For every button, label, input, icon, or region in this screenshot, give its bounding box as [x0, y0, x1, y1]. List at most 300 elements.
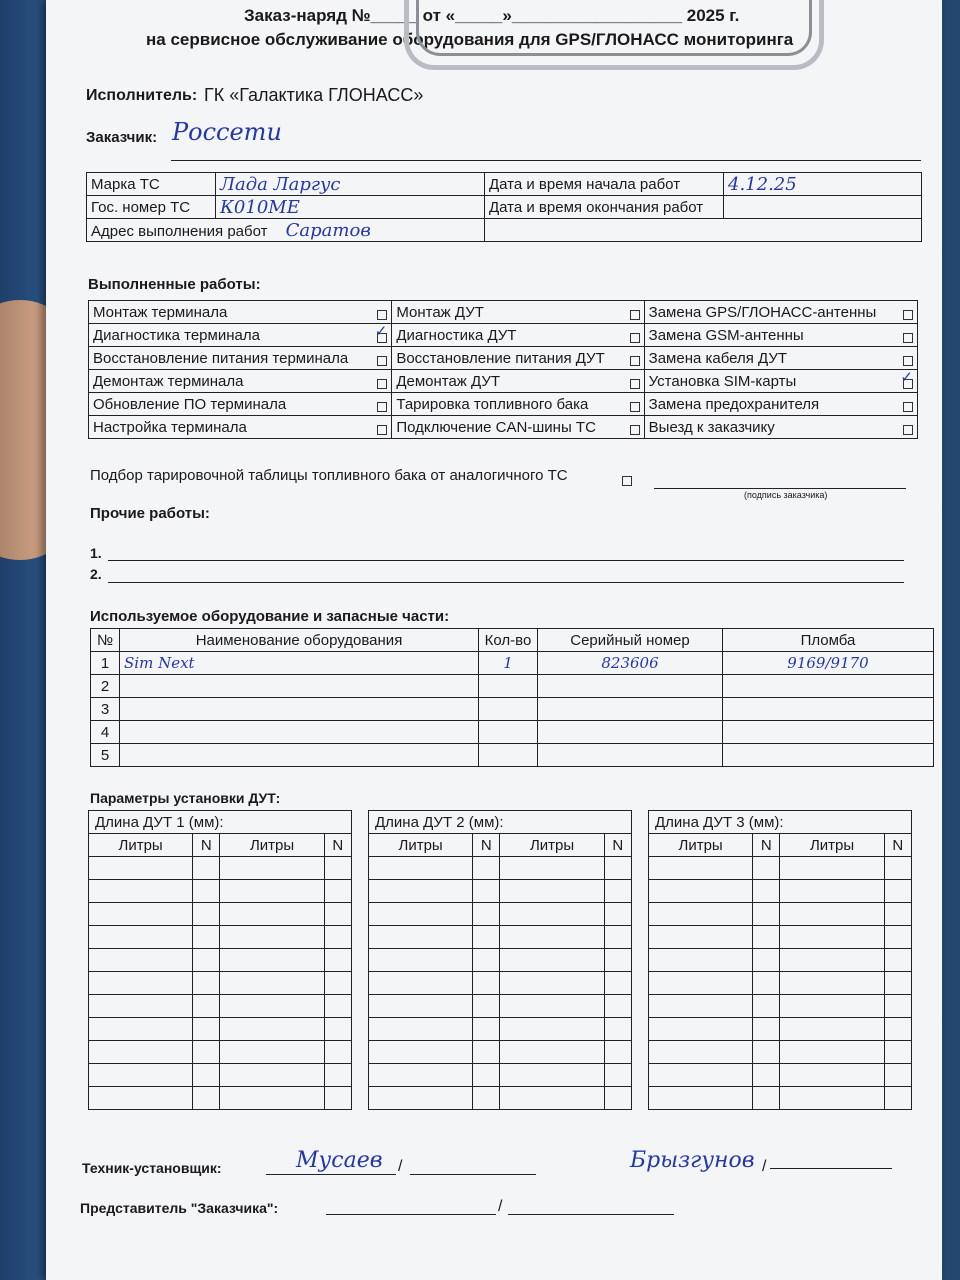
dut-cell	[369, 857, 473, 880]
equipment-cell-serial	[538, 744, 723, 767]
work-item	[392, 416, 644, 439]
start-value: 4.12.25	[724, 173, 922, 196]
dut-cell	[753, 949, 780, 972]
work-item	[644, 416, 917, 439]
dut-cell	[473, 1064, 500, 1087]
checkbox[interactable]	[377, 310, 387, 320]
representative-line-1	[326, 1214, 496, 1215]
dut-row	[89, 949, 352, 972]
dut-cell	[324, 972, 351, 995]
dut-cell	[753, 1064, 780, 1087]
dut-cell	[89, 1087, 193, 1110]
form-title-line2: на сервисное обслуживание оборудования для GPS/ГЛОНАСС мониторинга	[146, 30, 794, 49]
dut-cell	[500, 1041, 604, 1064]
dut-cell	[193, 1087, 220, 1110]
dut-col-header: N	[753, 834, 780, 857]
dut-cell	[369, 880, 473, 903]
dut-cell	[473, 926, 500, 949]
dut-cell	[369, 1087, 473, 1110]
executor-value: ГК «Галактика ГЛОНАСС»	[204, 85, 424, 105]
dut-col-header: N	[324, 834, 351, 857]
dut-cell	[884, 1087, 911, 1110]
dut-cell	[473, 1018, 500, 1041]
dut-cell	[649, 995, 753, 1018]
dut-cell	[193, 972, 220, 995]
form-sheet	[46, 0, 942, 1280]
dut-cell	[649, 972, 753, 995]
work-item-label: Замена GSM-антенны	[648, 326, 804, 344]
dut-cell	[369, 926, 473, 949]
dut-cell	[649, 903, 753, 926]
dut-cell	[500, 857, 604, 880]
technician-sig-line-3	[770, 1168, 892, 1169]
dut-cell	[220, 903, 324, 926]
dut-table-title: Длина ДУТ 2 (мм):	[369, 811, 632, 834]
dut-row	[89, 1018, 352, 1041]
work-item-label: Диагностика терминала	[93, 326, 260, 344]
dut-cell	[753, 1041, 780, 1064]
dut-cell	[500, 972, 604, 995]
equipment-cell-serial	[538, 698, 723, 721]
brand-value: Лада Ларгус	[216, 173, 485, 196]
address-value: Саратов	[285, 219, 371, 241]
dut-row	[89, 857, 352, 880]
dut-cell	[780, 1041, 884, 1064]
checkbox[interactable]	[377, 402, 387, 412]
work-item	[644, 301, 917, 324]
checkbox[interactable]	[903, 333, 913, 343]
work-item-label: Замена GPS/ГЛОНАСС-антенны	[648, 303, 877, 321]
dut-row	[649, 857, 912, 880]
work-item-label: Диагностика ДУТ	[396, 326, 517, 344]
dut-row	[369, 857, 632, 880]
dut-cell	[193, 1041, 220, 1064]
customer-signature-line	[654, 488, 906, 489]
equipment-cell-qty	[479, 698, 538, 721]
dut-cell	[780, 1064, 884, 1087]
dut-cell	[89, 1064, 193, 1087]
checkbox[interactable]	[377, 356, 387, 366]
dut-row	[649, 926, 912, 949]
other-works-title: Прочие работы:	[90, 505, 210, 522]
equipment-cell-seal	[723, 675, 934, 698]
equipment-cell-n: 1	[91, 652, 120, 675]
dut-cell	[473, 972, 500, 995]
dut-col-header: N	[884, 834, 911, 857]
dut-cell	[604, 949, 631, 972]
work-item-label: Монтаж ДУТ	[396, 303, 484, 321]
dut-cell	[220, 1087, 324, 1110]
dut-cell	[753, 972, 780, 995]
dut-cell	[884, 903, 911, 926]
dut-cell	[500, 949, 604, 972]
dut-cell	[193, 1018, 220, 1041]
equipment-cell-n: 4	[91, 721, 120, 744]
dut-title: Параметры установки ДУТ:	[90, 790, 281, 806]
dut-cell	[369, 903, 473, 926]
dut-cell	[369, 972, 473, 995]
dut-table-title: Длина ДУТ 3 (мм):	[649, 811, 912, 834]
dut-col-header: N	[193, 834, 220, 857]
dut-cell	[500, 926, 604, 949]
dut-cell	[193, 857, 220, 880]
work-item	[644, 347, 917, 370]
dut-cell	[884, 880, 911, 903]
dut-row	[369, 1064, 632, 1087]
equipment-cell-name	[120, 744, 479, 767]
dut-cell	[324, 1041, 351, 1064]
dut-row	[369, 880, 632, 903]
dut-cell	[604, 926, 631, 949]
equipment-cell-name: Sim Next	[120, 652, 479, 675]
work-item-label: Тарировка топливного бака	[396, 395, 589, 413]
dut-row	[649, 903, 912, 926]
dut-table	[648, 810, 912, 1110]
dut-cell	[604, 995, 631, 1018]
equipment-header: Серийный номер	[538, 629, 723, 652]
dut-cell	[324, 903, 351, 926]
executor-label: Исполнитель:	[86, 87, 198, 104]
dut-cell	[780, 1087, 884, 1110]
work-item-label: Установка SIM-карты	[648, 372, 797, 390]
dut-cell	[649, 1041, 753, 1064]
equipment-cell-qty: 1	[479, 652, 538, 675]
dut-cell	[324, 1087, 351, 1110]
dut-cell	[884, 972, 911, 995]
work-item	[644, 370, 917, 393]
dut-cell	[604, 880, 631, 903]
dut-cell	[473, 857, 500, 880]
dut-row	[649, 949, 912, 972]
other-line-2	[108, 582, 904, 583]
equipment-cell-name	[120, 675, 479, 698]
dut-row	[649, 995, 912, 1018]
dut-row	[89, 1041, 352, 1064]
equipment-cell-serial: 823606	[538, 652, 723, 675]
dut-row	[89, 1064, 352, 1087]
checkbox[interactable]	[630, 310, 640, 320]
dut-cell	[473, 1041, 500, 1064]
dut-cell	[369, 1018, 473, 1041]
dut-cell	[780, 972, 884, 995]
dut-cell	[89, 880, 193, 903]
dut-row	[649, 1087, 912, 1110]
customer-line	[171, 160, 921, 161]
dut-row	[649, 880, 912, 903]
start-label: Дата и время начала работ	[485, 173, 724, 196]
work-item-label: Монтаж терминала	[93, 303, 228, 321]
dut-cell	[473, 880, 500, 903]
vehicle-table	[86, 172, 922, 242]
dut-cell	[604, 1087, 631, 1110]
table-row	[91, 652, 934, 675]
dut-cell	[604, 857, 631, 880]
dut-col-header: Литры	[220, 834, 324, 857]
work-item	[392, 301, 644, 324]
dut-cell	[89, 972, 193, 995]
dut-row	[369, 1087, 632, 1110]
checkbox[interactable]	[630, 402, 640, 412]
equipment-cell-n: 3	[91, 698, 120, 721]
dut-cell	[649, 1018, 753, 1041]
work-item	[644, 324, 917, 347]
dut-col-header: Литры	[89, 834, 193, 857]
brand-label: Марка ТС	[87, 173, 216, 196]
dut-cell	[220, 995, 324, 1018]
checkbox[interactable]	[903, 402, 913, 412]
dut-row	[369, 1018, 632, 1041]
dut-row	[89, 972, 352, 995]
checkbox[interactable]	[630, 356, 640, 366]
checkbox[interactable]	[903, 425, 913, 435]
customer-label: Заказчик:	[86, 129, 158, 146]
dut-cell	[500, 995, 604, 1018]
dut-cell	[884, 995, 911, 1018]
dut-cell	[193, 1064, 220, 1087]
dut-cell	[193, 903, 220, 926]
plate-value: К010МЕ	[216, 196, 485, 219]
dut-cell	[604, 1064, 631, 1087]
equipment-header: Наименование оборудования	[120, 629, 479, 652]
equipment-title: Используемое оборудование и запасные части:	[90, 608, 450, 625]
representative-label: Представитель "Заказчика":	[80, 1200, 279, 1216]
other-item-1: 1.	[90, 545, 102, 561]
equipment-cell-qty	[479, 744, 538, 767]
dut-cell	[89, 1041, 193, 1064]
dut-cell	[324, 880, 351, 903]
equipment-cell-qty	[479, 721, 538, 744]
other-line-1	[108, 560, 904, 561]
dut-row	[369, 926, 632, 949]
work-item	[89, 347, 392, 370]
equipment-cell-seal	[723, 744, 934, 767]
dut-cell	[369, 949, 473, 972]
customer-value: Россети	[172, 118, 282, 146]
dut-cell	[500, 880, 604, 903]
checkbox[interactable]	[630, 425, 640, 435]
equipment-header: Кол-во	[479, 629, 538, 652]
dut-cell	[324, 995, 351, 1018]
equipment-cell-n: 2	[91, 675, 120, 698]
dut-cell	[780, 857, 884, 880]
check-mark-icon: ✓	[900, 369, 913, 386]
equipment-header: Пломба	[723, 629, 934, 652]
checkbox[interactable]	[630, 379, 640, 389]
dut-cell	[884, 926, 911, 949]
dut-row	[649, 1041, 912, 1064]
dut-cell	[780, 880, 884, 903]
dut-cell	[89, 995, 193, 1018]
representative-line-2	[508, 1214, 674, 1215]
works-title: Выполненные работы:	[88, 276, 261, 293]
slash-2: /	[762, 1158, 767, 1175]
technician-signature-2: Брызгунов	[630, 1148, 755, 1173]
equipment-cell-seal	[723, 698, 934, 721]
equipment-cell-qty	[479, 675, 538, 698]
dut-cell	[649, 949, 753, 972]
dut-row	[369, 972, 632, 995]
dut-cell	[324, 1018, 351, 1041]
equipment-cell-name	[120, 698, 479, 721]
dut-cell	[220, 1041, 324, 1064]
dut-row	[369, 949, 632, 972]
dut-table	[368, 810, 632, 1110]
checkbox[interactable]	[903, 356, 913, 366]
dut-cell	[89, 926, 193, 949]
work-item	[644, 393, 917, 416]
works-table	[88, 300, 918, 439]
dut-cell	[884, 949, 911, 972]
dut-cell	[753, 903, 780, 926]
calibration-text: Подбор тарировочной таблицы топливного бака от аналогичного ТС	[90, 467, 568, 484]
work-item-label: Выезд к заказчику	[648, 418, 775, 436]
equipment-cell-seal: 9169/9170	[723, 652, 934, 675]
dut-cell	[500, 1087, 604, 1110]
dut-col-header: N	[473, 834, 500, 857]
address-cell	[87, 219, 485, 242]
equipment-cell-seal	[723, 721, 934, 744]
dut-row	[89, 1087, 352, 1110]
dut-col-header: Литры	[369, 834, 473, 857]
dut-cell	[220, 972, 324, 995]
work-item	[89, 301, 392, 324]
work-item-label: Настройка терминала	[93, 418, 247, 436]
dut-cell	[884, 1064, 911, 1087]
dut-cell	[753, 1018, 780, 1041]
dut-cell	[324, 1064, 351, 1087]
dut-cell	[780, 949, 884, 972]
work-item-label: Замена кабеля ДУТ	[648, 349, 788, 367]
dut-cell	[193, 949, 220, 972]
work-item-label: Подключение CAN-шины ТС	[396, 418, 596, 436]
table-row	[91, 721, 934, 744]
work-item-label: Восстановление питания терминала	[93, 349, 349, 367]
dut-cell	[753, 880, 780, 903]
dut-cell	[89, 857, 193, 880]
clipboard-clip-inner	[416, 0, 812, 56]
dut-cell	[369, 1064, 473, 1087]
dut-col-header: Литры	[780, 834, 884, 857]
dut-col-header: Литры	[500, 834, 604, 857]
work-item-label: Обновление ПО терминала	[93, 395, 287, 413]
dut-row	[89, 926, 352, 949]
dut-table	[88, 810, 352, 1110]
end-label: Дата и время окончания работ	[485, 196, 724, 219]
work-item	[89, 370, 392, 393]
table-row	[91, 675, 934, 698]
work-item	[89, 324, 392, 347]
dut-cell	[220, 880, 324, 903]
address-empty	[485, 219, 922, 242]
dut-cell	[884, 1018, 911, 1041]
technician-label: Техник-установщик:	[82, 1160, 222, 1176]
dut-cell	[89, 903, 193, 926]
dut-row	[89, 995, 352, 1018]
work-item	[392, 393, 644, 416]
dut-cell	[500, 1064, 604, 1087]
dut-cell	[753, 995, 780, 1018]
dut-cell	[500, 1018, 604, 1041]
dut-cell	[220, 926, 324, 949]
checkbox[interactable]	[903, 310, 913, 320]
work-item	[392, 370, 644, 393]
dut-cell	[604, 972, 631, 995]
dut-cell	[604, 1018, 631, 1041]
dut-cell	[649, 1064, 753, 1087]
dut-cell	[324, 857, 351, 880]
dut-cell	[780, 995, 884, 1018]
dut-row	[649, 1018, 912, 1041]
checkbox[interactable]	[377, 379, 387, 389]
end-value	[724, 196, 922, 219]
plate-label: Гос. номер ТС	[87, 196, 216, 219]
dut-col-header: Литры	[649, 834, 753, 857]
work-item-label: Восстановление питания ДУТ	[396, 349, 605, 367]
dut-cell	[780, 926, 884, 949]
technician-sig-line-2	[410, 1174, 536, 1175]
dut-row	[369, 903, 632, 926]
dut-cell	[193, 880, 220, 903]
work-item	[89, 416, 392, 439]
equipment-table	[90, 628, 934, 767]
dut-row	[649, 1064, 912, 1087]
dut-cell	[884, 857, 911, 880]
dut-table-title: Длина ДУТ 1 (мм):	[89, 811, 352, 834]
equipment-cell-n: 5	[91, 744, 120, 767]
dut-cell	[649, 1087, 753, 1110]
checkbox[interactable]	[377, 425, 387, 435]
work-item-label: Демонтаж ДУТ	[396, 372, 501, 390]
check-mark-icon: ✓	[374, 323, 388, 340]
other-item-2: 2.	[90, 566, 102, 582]
dut-cell	[369, 1041, 473, 1064]
dut-cell	[220, 857, 324, 880]
dut-row	[649, 972, 912, 995]
dut-row	[89, 903, 352, 926]
dut-cell	[193, 926, 220, 949]
dut-row	[89, 880, 352, 903]
table-row	[91, 698, 934, 721]
slash-1: /	[398, 1158, 403, 1175]
dut-cell	[220, 949, 324, 972]
dut-cell	[780, 903, 884, 926]
dut-cell	[649, 857, 753, 880]
form-title-line1: Заказ-наряд №_____ от «_____»__________________ 2025 г.	[244, 6, 740, 25]
slash-3: /	[498, 1198, 503, 1215]
dut-cell	[753, 1087, 780, 1110]
dut-cell	[753, 926, 780, 949]
dut-cell	[324, 949, 351, 972]
dut-cell	[753, 857, 780, 880]
work-item	[89, 393, 392, 416]
work-item-label: Демонтаж терминала	[93, 372, 244, 390]
checkbox[interactable]	[630, 333, 640, 343]
dut-cell	[604, 1041, 631, 1064]
work-item-label: Замена предохранителя	[648, 395, 820, 413]
technician-sig-line-1	[266, 1174, 396, 1175]
dut-cell	[324, 926, 351, 949]
equipment-cell-serial	[538, 721, 723, 744]
equipment-cell-name	[120, 721, 479, 744]
equipment-header: №	[91, 629, 120, 652]
dut-cell	[780, 1018, 884, 1041]
work-item	[392, 347, 644, 370]
dut-cell	[369, 995, 473, 1018]
dut-cell	[89, 1018, 193, 1041]
dut-cell	[473, 949, 500, 972]
dut-cell	[473, 995, 500, 1018]
calibration-checkbox[interactable]	[622, 476, 632, 486]
